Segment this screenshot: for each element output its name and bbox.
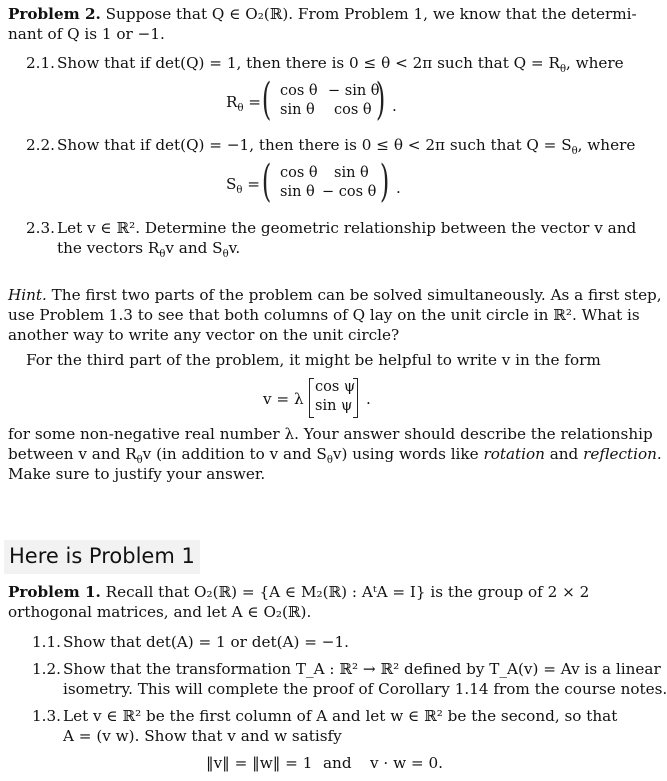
problem1-line2: orthogonal matrices, and let A ∈ O₂(ℝ). [8,603,312,621]
part-2-1-subscript: θ [559,64,566,76]
r-m22: cos θ [334,102,372,118]
r-equals: = [248,93,262,111]
hint-l1-text: The first two parts of the problem can be solved simultaneously. As a first step, [51,286,662,304]
hint-line7: Make sure to justify your answer. [8,465,266,483]
part-2-3-l2e: v. [228,239,241,257]
s-equals: = [247,175,260,193]
part-2-3-number: 2.3. [26,219,55,237]
dot-equation: v · w = 0. [370,754,443,772]
s-m11: cos θ [280,165,318,181]
r-m11: cos θ [280,83,318,99]
problem2-label: Problem 2. [8,5,101,23]
section-heading-text: Here is Problem 1 [9,544,195,568]
hint-line2: use Problem 1.3 to see that both columns of Q lay on the unit circle in ℝ². What is [8,306,640,324]
r-subscript: θ [237,103,244,115]
hint-l6b: v (in addition to v and S [142,445,327,463]
s-m21: sin θ [280,184,315,200]
r-symbol: R [226,93,238,111]
norm-equation: ‖v‖ = ‖w‖ = 1 [206,754,313,772]
problem2-intro-line2: nant of Q is 1 or −1. [8,25,165,43]
s-m22: − cos θ [322,184,377,200]
s-left-paren: ( [261,156,272,207]
hint-and: and [549,445,579,463]
v-period: . [366,390,371,408]
part-2-2-end: , where [577,136,636,154]
v-top: cos ψ [315,379,356,395]
part-2-1-number: 2.1. [26,54,55,72]
s-period: . [396,179,401,197]
part-1-2-line2: isometry. This will complete the proof of Corollary 1.14 from the course notes. [63,680,667,698]
r-m21: sin θ [280,102,315,118]
part-2-1-statement: Show that if det(Q) = 1, then there is 0 ≤ θ < 2π such that Q = R [57,54,560,72]
part-1-2-line1: Show that the transformation T_A : ℝ² → ℝ² defined by T_A(v) = Av is a linear [63,660,661,678]
problem2-intro-text: Suppose that Q ∈ O₂(ℝ). From Problem 1, we know that the determi- [105,5,637,23]
part-1-3-number: 1.3. [32,707,61,725]
r-left-paren: ( [261,74,272,125]
part-1-1-number: 1.1. [32,633,61,651]
part-2-2-subscript: θ [571,146,578,158]
r-period: . [392,97,397,115]
r-right-paren: ) [375,74,386,125]
part-2-2-text [57,135,635,162]
part-1-1-text: Show that det(A) = 1 or det(A) = −1. [63,633,349,651]
hint-line1 [8,285,662,305]
r-m12: − sin θ [328,83,380,99]
r-theta-label [226,92,261,119]
part-2-2-number: 2.2. [26,136,55,154]
hint-line4: For the third part of the problem, it might be helpful to write v in the form [26,351,601,369]
part-2-3-sub2: θ [222,249,229,261]
hint-rotation: rotation [483,445,545,463]
part-2-3-l2a: the vectors R [57,239,160,257]
problem2-intro-line1 [8,4,637,24]
part-1-3-line2: A = (v w). Show that v and w satisfy [63,727,342,745]
v-right-bracket [353,378,358,418]
hint-line5: for some non-negative real number λ. Your answer should describe the relationship [8,425,653,443]
section-heading [4,540,200,574]
hint-l6-sub2: θ [326,455,333,467]
and-word: and [323,754,352,772]
part-1-3-line1: Let v ∈ ℝ² be the first column of A and let w ∈ ℝ² be the second, so that [63,707,618,725]
part-2-2-statement: Show that if det(Q) = −1, then there is 0 ≤ θ < 2π such that Q = S [57,136,572,154]
problem1-l1-text: Recall that O₂(ℝ) = {A ∈ M₂(ℝ) : AᵗA = I} is the group of 2 × 2 [105,583,590,601]
s-right-paren: ) [379,156,390,207]
s-theta-label [226,174,260,201]
part-2-3-sub1: θ [159,249,166,261]
problem1-line1 [8,582,589,602]
s-symbol: S [226,175,237,193]
hint-l6-sub1: θ [136,455,143,467]
v-lhs: v = λ [263,390,304,408]
hint-reflection: reflection. [583,445,662,463]
part-2-3-l2c: v and S [165,239,223,257]
part-2-3-line1: Let v ∈ ℝ². Determine the geometric relationship between the vector v and [57,219,637,237]
part-1-2-number: 1.2. [32,660,61,678]
v-bottom: sin ψ [315,398,353,414]
problem1-label: Problem 1. [8,583,101,601]
s-subscript: θ [236,185,243,197]
hint-l6a: between v and R [8,445,137,463]
part-2-3-line2 [57,238,240,265]
part-2-1-text [57,53,624,80]
s-m12: sin θ [334,165,369,181]
hint-label: Hint. [8,286,47,304]
hint-line3: another way to write any vector on the unit circle? [8,326,400,344]
part-2-1-end: , where [565,54,624,72]
v-left-bracket [309,378,314,418]
hint-l6c: v) using words like [332,445,479,463]
